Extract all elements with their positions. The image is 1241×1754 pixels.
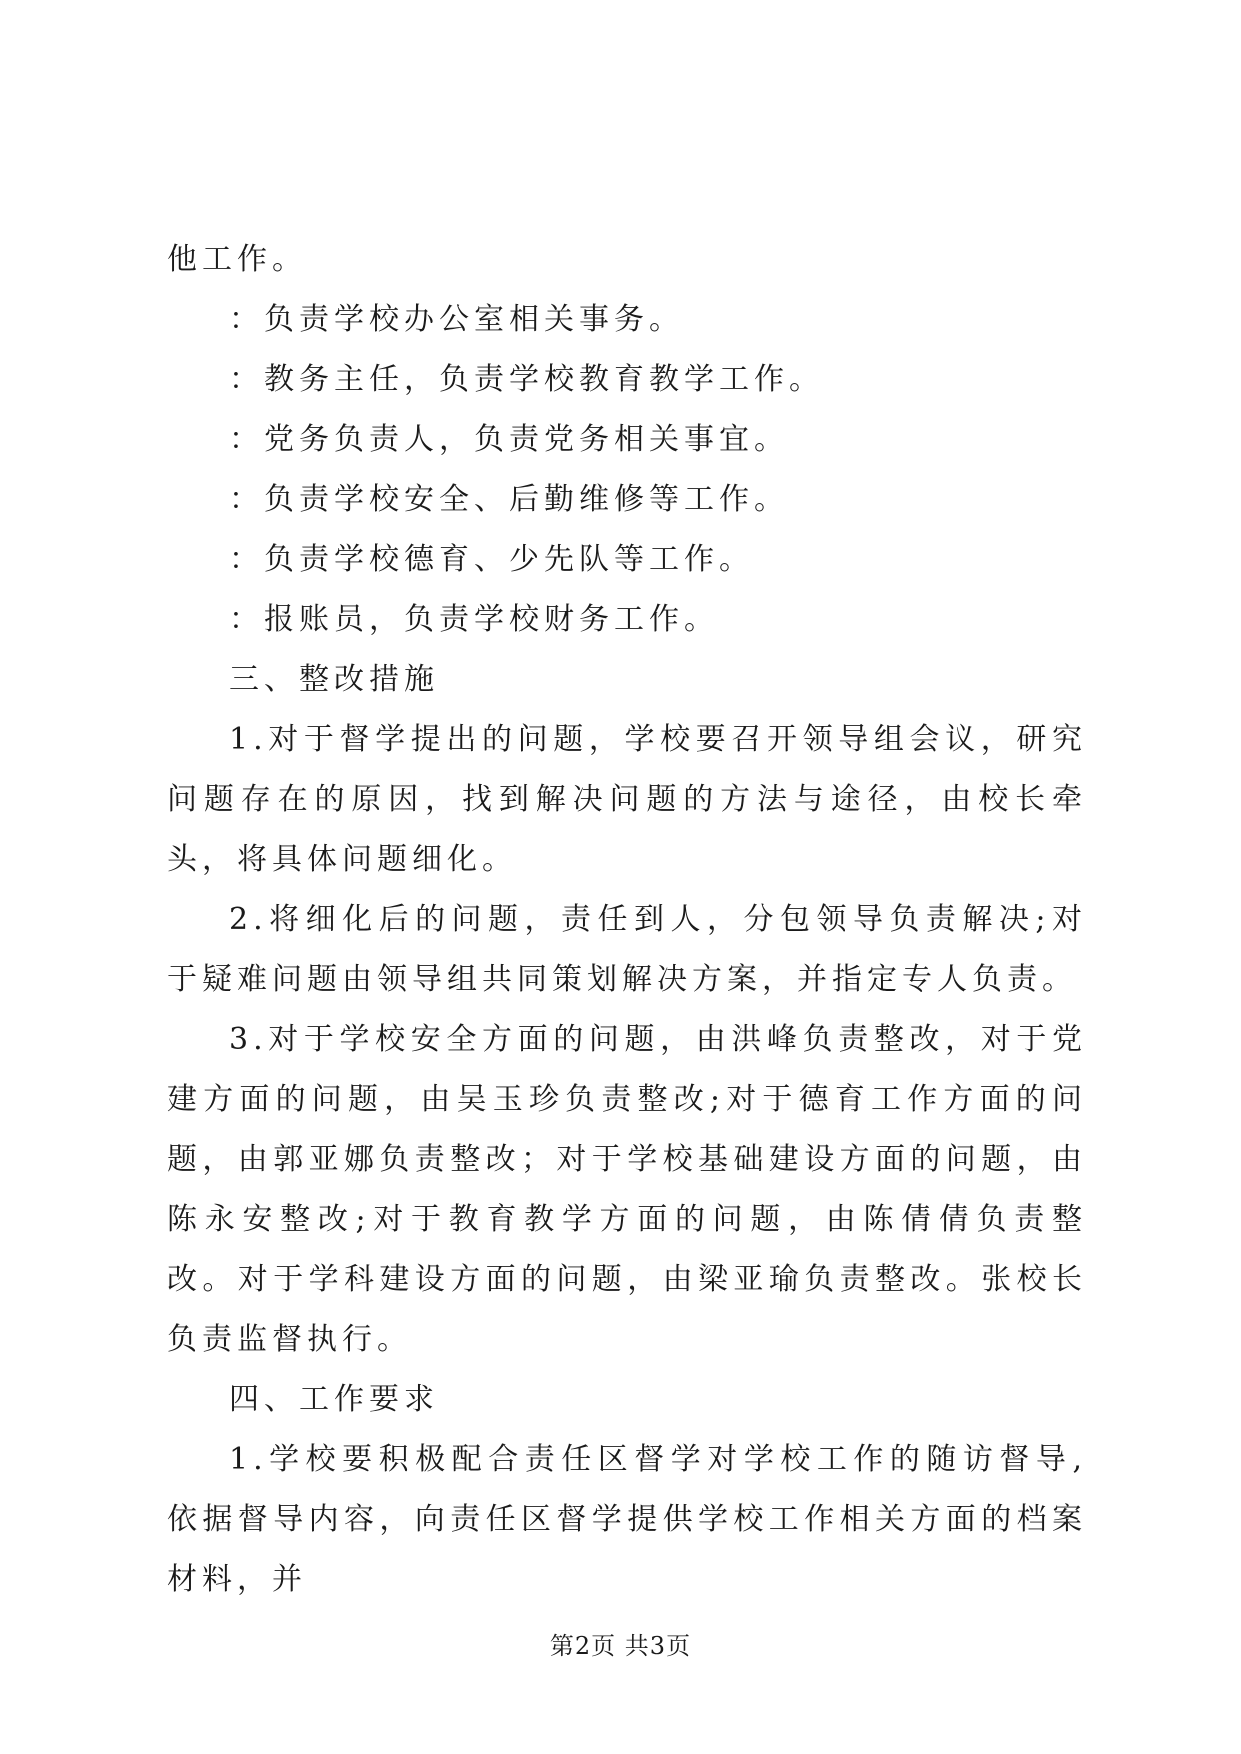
section-heading: 三、整改措施 [229,662,439,697]
paragraph: ：负责学校办公室相关事务。 [229,302,684,337]
paragraph: ：党务负责人，负责党务相关事宜。 [229,422,789,457]
document-body [167,230,1087,1610]
paragraph: 1.学校要积极配合责任区督学对学校工作的随访督导,依据督导内容，向责任区督学提供学校工作相关方面的档案材料，并 [167,1442,1087,1597]
paragraph: 他工作。 [167,242,307,277]
paragraph: ：报账员，负责学校财务工作。 [229,602,719,637]
paragraph: ：负责学校德育、少先队等工作。 [229,542,754,577]
paragraph: ：负责学校安全、后勤维修等工作。 [229,482,789,517]
paragraph: 1.对于督学提出的问题，学校要召开领导组会议，研究问题存在的原因，找到解决问题的方法与途径，由校长牵头，将具体问题细化。 [167,722,1087,877]
page-number-footer: 第2页 共3页 [549,1632,692,1660]
section-heading: 四、工作要求 [229,1382,439,1417]
paragraph: 2.将细化后的问题，责任到人，分包领导负责解决;对于疑难问题由领导组共同策划解决方案，并指定专人负责。 [167,902,1087,997]
paragraph: 3.对于学校安全方面的问题，由洪峰负责整改，对于党建方面的问题，由吴玉珍负责整改;对于德育工作方面的问题，由郭亚娜负责整改；对于学校基础建设方面的问题，由陈永安整改;对于教育教学方面的问题，由陈倩倩负责整改。对于学科建设方面的问题，由梁亚瑜负责整改。张校长负责监督执行。 [167,1022,1087,1357]
paragraph: ：教务主任，负责学校教育教学工作。 [229,362,824,397]
